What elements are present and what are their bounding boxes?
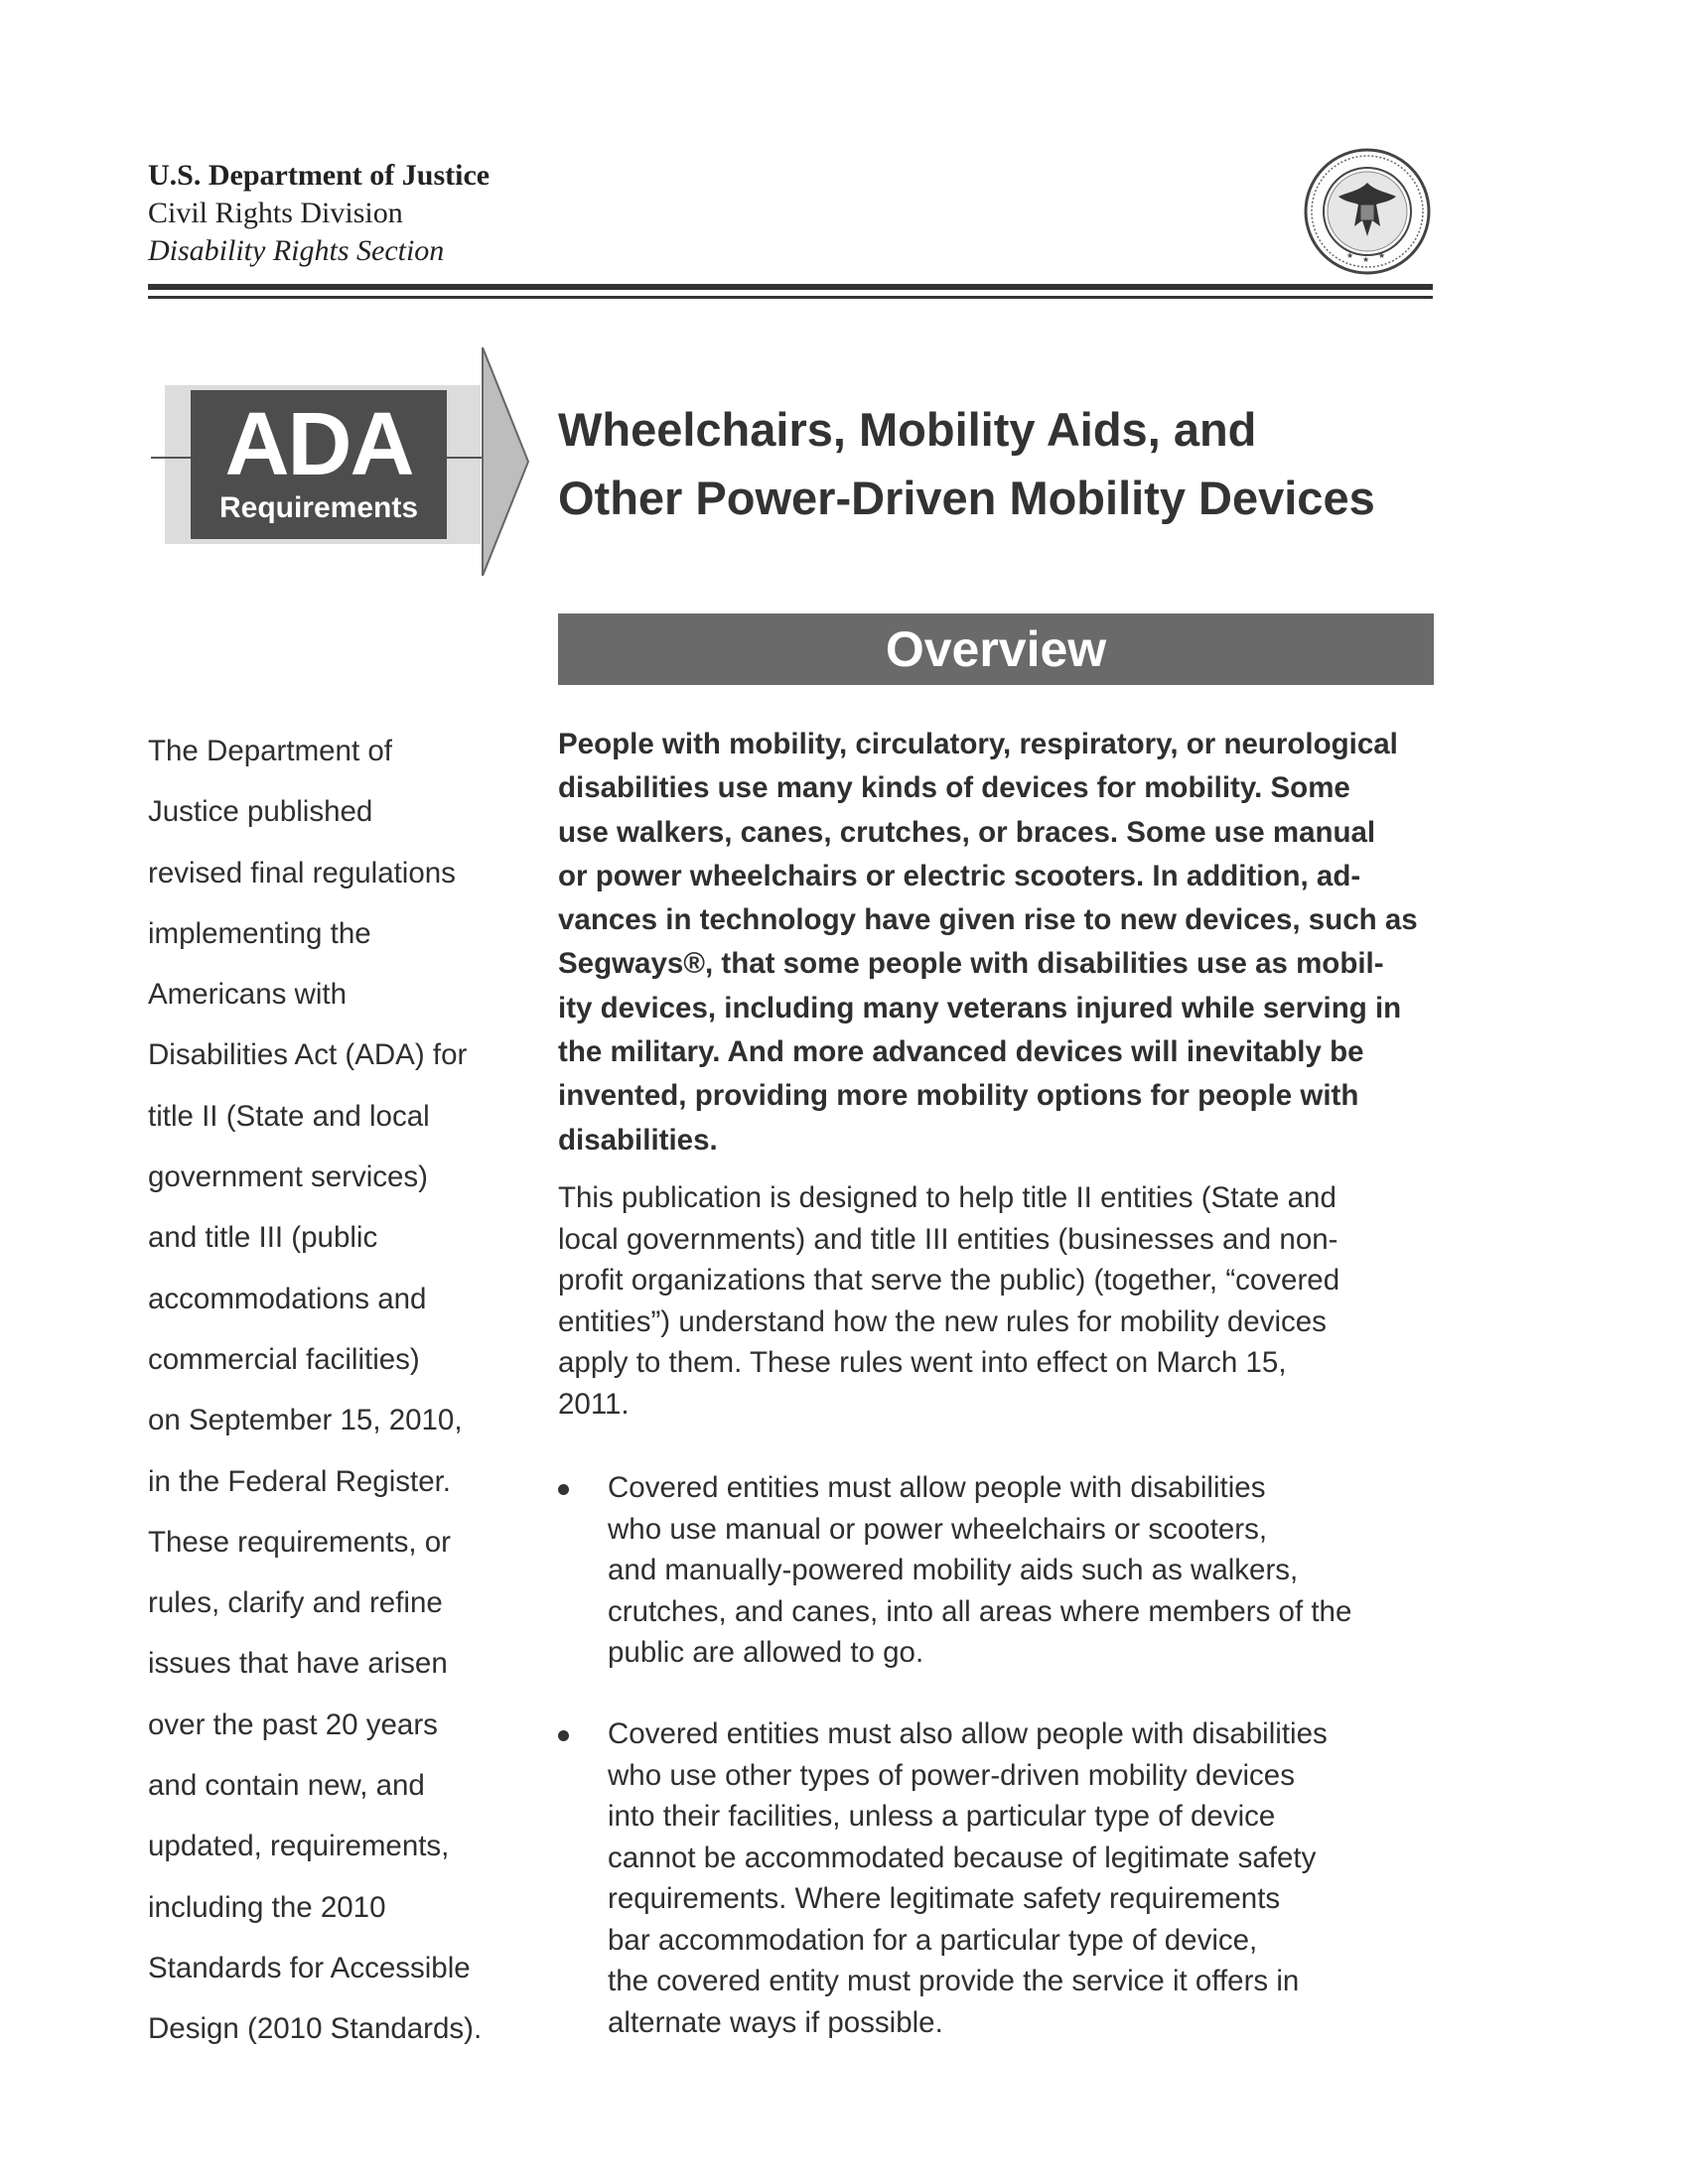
sidebar-intro	[148, 721, 525, 2060]
bullet-line: Covered entities must allow people with disabilities	[608, 1471, 1266, 1504]
chevron-right-icon	[481, 347, 530, 576]
sidebar-line: Standards for Accessible	[148, 1951, 471, 1984]
lead-line: People with mobility, circulatory, respiratory, or neurological	[558, 728, 1398, 760]
title-line: Other Power-Driven Mobility Devices	[558, 472, 1375, 524]
header-rule-thick	[148, 284, 1433, 290]
svg-text:★: ★	[1346, 251, 1354, 260]
bullet-line: alternate ways if possible.	[608, 2005, 943, 2039]
lead-line: the military. And more advanced devices will inevitably be	[558, 1035, 1364, 1069]
bullet-line: public are allowed to go.	[608, 1636, 924, 1669]
sidebar-line: including the 2010	[148, 1890, 386, 1924]
bullet-line: requirements. Where legitimate safety requirements	[608, 1882, 1281, 1915]
sidebar-line: Design (2010 Standards).	[148, 2012, 483, 2046]
sidebar-line: title II (State and local	[148, 1099, 430, 1133]
badge-title: ADA	[224, 395, 413, 494]
sidebar-line: The Department of	[148, 735, 392, 767]
lead-line: vances in technology have given rise to new devices, such as	[558, 903, 1418, 937]
sidebar-line: Americans with	[148, 978, 348, 1012]
sidebar-line: and contain new, and	[148, 1769, 425, 1803]
lead-line: or power wheelchairs or electric scooters. In addition, ad-	[558, 859, 1361, 892]
sidebar-line: in the Federal Register.	[148, 1464, 451, 1498]
title-line: Wheelchairs, Mobility Aids, and	[558, 403, 1257, 456]
lead-line: invented, providing more mobility options for people with	[558, 1079, 1359, 1113]
agency-header	[148, 157, 490, 270]
svg-text:★: ★	[1362, 255, 1370, 264]
body-line: entities”) understand how the new rules for mobility devices	[558, 1304, 1327, 1338]
page-title	[558, 395, 1452, 532]
body-line: local governments) and title III entities (businesses and non-	[558, 1222, 1338, 1256]
bullet-icon	[558, 1484, 569, 1495]
sidebar-line: commercial facilities)	[148, 1342, 420, 1376]
agency-name: U.S. Department of Justice	[148, 159, 491, 192]
sidebar-line: updated, requirements,	[148, 1830, 450, 1863]
sidebar-line: and title III (public	[148, 1221, 378, 1255]
overview-heading: Overview	[885, 621, 1107, 677]
body-paragraph	[558, 1177, 1442, 1425]
bullet-line: Covered entities must also allow people with disabilities	[608, 1717, 1328, 1750]
division-name: Civil Rights Division	[148, 197, 403, 229]
sidebar-line: accommodations and	[148, 1282, 427, 1315]
bullet-line: who use manual or power wheelchairs or scooters,	[608, 1512, 1268, 1546]
bullet-line: into their facilities, unless a particular type of device	[608, 1800, 1276, 1833]
lead-line: use walkers, canes, crutches, or braces. Some use manual	[558, 815, 1376, 849]
bullet-line: cannot be accommodated because of legitimate safety	[608, 1841, 1317, 1874]
sidebar-line: on September 15, 2010,	[148, 1404, 463, 1437]
lead-line: Segways®, that some people with disabilities use as mobil-	[558, 947, 1384, 981]
sidebar-line: issues that have arisen	[148, 1647, 448, 1681]
sidebar-line: These requirements, or	[148, 1525, 451, 1559]
badge-subtitle: Requirements	[218, 491, 419, 524]
doj-seal-icon	[1303, 147, 1432, 276]
lead-line: ity devices, including many veterans injured while serving in	[558, 991, 1402, 1024]
sidebar-line: Disabilities Act (ADA) for	[148, 1038, 468, 1072]
lead-line: disabilities use many kinds of devices for mobility. Some	[558, 771, 1350, 805]
section-name: Disability Rights Section	[148, 234, 445, 267]
bullet-icon	[558, 1730, 569, 1741]
sidebar-line: revised final regulations	[148, 856, 456, 889]
svg-text:★: ★	[1378, 251, 1386, 260]
header-rule-thin	[148, 296, 1433, 299]
bullet-line: the covered entity must provide the service it offers in	[608, 1965, 1300, 1997]
bullet-line: crutches, and canes, into all areas where members of the	[608, 1594, 1352, 1628]
body-line: This publication is designed to help title II entities (State and	[558, 1181, 1336, 1214]
sidebar-line: rules, clarify and refine	[148, 1586, 443, 1620]
sidebar-line: over the past 20 years	[148, 1707, 438, 1741]
sidebar-line: government services)	[148, 1160, 428, 1194]
body-line: apply to them. These rules went into effect on March 15,	[558, 1346, 1287, 1379]
body-line: profit organizations that serve the public) (together, “covered	[558, 1264, 1340, 1297]
body-line: 2011.	[558, 1387, 630, 1421]
bullet-line: who use other types of power-driven mobility devices	[608, 1758, 1295, 1792]
lead-paragraph	[558, 723, 1442, 1162]
bullet-line: and manually-powered mobility aids such as walkers,	[608, 1554, 1299, 1586]
sidebar-line: Justice published	[148, 795, 373, 829]
sidebar-line: implementing the	[148, 916, 371, 950]
bullet-line: bar accommodation for a particular type of device,	[608, 1923, 1258, 1957]
lead-line: disabilities.	[558, 1123, 718, 1157]
